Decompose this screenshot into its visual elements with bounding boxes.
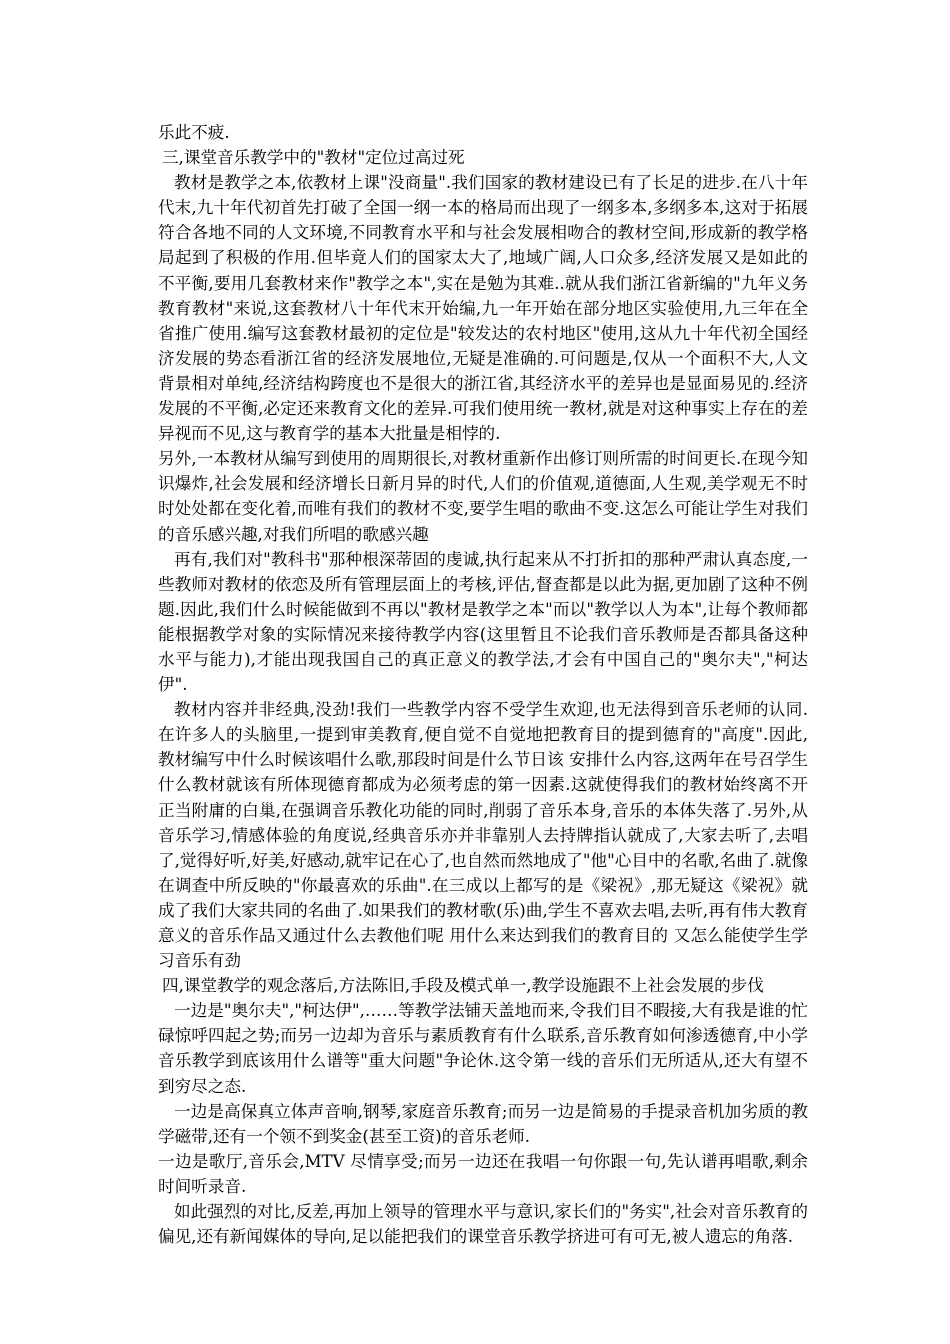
- document-body: [158, 120, 808, 1249]
- paragraph: 乐此不疲.: [158, 123, 230, 142]
- paragraph: 再有,我们对"教科书"那种根深蒂固的虔诚,执行起来从不打折扣的那种严肃认真态度,一些教师对教材的依恋及所有管理层面上的考核,评估,督查都是以此为据,更加剧了这种不例题.因此,我们什么时候能做到不再以"教材是教学之本"而以"教学以人为本",让每个教师都能根据教学对象的实际情况来接待教学内容(这里暂且不论我们音乐教师是否都具备这种水平与能力),才能出现我国自己的真正意义的教学法,才会有中国自己的"奥尔夫","柯达伊".: [158, 549, 808, 695]
- section-heading: 三,课堂音乐教学中的"教材"定位过高过死: [162, 148, 465, 168]
- section-heading: 四,课堂教学的观念落后,方法陈旧,手段及模式单一,教学设施跟不上社会发展的步伐: [162, 976, 764, 996]
- paragraph: 教材内容并非经典,没劲!我们一些教学内容不受学生欢迎,也无法得到音乐老师的认同.在许多人的头脑里,一提到审美教育,便自觉不自觉地把教育目的提到德育的"高度".因此,教材编写中什么时候该唱什么歌,那段时间是什么节日该 安排什么内容,这两年在号召学生什么教材就该有所体现德育都成为必须考虑的第一因素.这就使得我们的教材始终离不开正当附庸的白巢,在强调音乐教化功能的同时,削弱了音乐本身,音乐的本体失落了.另外,从音乐学习,情感体验的角度说,经典音乐亦并非靠别人去持牌指认就成了,大家去听了,去唱了,觉得好听,好美,好感动,就牢记在心了,也自然而然地成了"他"心目中的名歌,名曲了.就像在调查中所反映的"你最喜欢的乐曲".在三成以上都写的是《梁祝》,那无疑这《梁祝》就成了我们大家共同的名曲了.如果我们的教材歌(乐)曲,学生不喜欢去唱,去听,再有伟大教育意义的音乐作品又通过什么去教他们呢 用什么来达到我们的教育目的 又怎么能使学生学习音乐有劲: [158, 700, 808, 971]
- paragraph: 如此强烈的对比,反差,再加上领导的管理水平与意识,家长们的"务实",社会对音乐教育的偏见,还有新闻媒体的导向,足以能把我们的课堂音乐教学挤进可有可无,被人遗忘的角落.: [158, 1202, 808, 1247]
- paragraph: 另外,一本教材从编写到使用的周期很长,对教材重新作出修订则所需的时间更长.在现今知识爆炸,社会发展和经济增长日新月异的时代,人们的价值观,道德面,人生观,美学观无不时时处处都在变化着,而唯有我们的教材不变,要学生唱的歌曲不变.这怎么可能让学生对我们的音乐感兴趣,对我们所唱的歌感兴趣: [158, 449, 808, 544]
- paragraph: 一边是"奥尔夫","柯达伊",……等教学法铺天盖地而来,令我们目不暇接,大有我是谁的忙碌惊呼四起之势;而另一边却为音乐与素质教育有什么联系,音乐教育如何渗透德育,中小学音乐教学到底该用什么谱等"重大问题"争论休.这令第一线的音乐们无所适从,还大有望不到穷尽之态.: [158, 1001, 808, 1096]
- paragraph: 一边是高保真立体声音响,钢琴,家庭音乐教育;而另一边是简易的手提录音机加劣质的教学磁带,还有一个领不到奖金(甚至工资)的音乐老师.: [158, 1101, 808, 1146]
- paragraph: 一边是歌厅,音乐会,MTV 尽情享受;而另一边还在我唱一句你跟一句,先认谱再唱歌,剩余时间听录音.: [158, 1151, 808, 1196]
- paragraph: 教材是教学之本,依教材上课"没商量".我们国家的教材建设已有了长足的进步.在八十年代末,九十年代初首先打破了全国一纲一本的格局而出现了一纲多本,多纲多本,这对于拓展符合各地不同的人文环境,不同教育水平和与社会发展相吻合的教材空间,形成新的教学格局起到了积极的作用.但毕竟人们的国家太大了,地域广阔,人口众多,经济发展又是如此的不平衡,要用几套教材来作"教学之本",实在是勉为其难..就从我们浙江省新编的"九年义务教育教材"来说,这套教材八十年代末开始编,九一年开始在部分地区实验使用,九三年在全省推广使用.编写这套教材最初的定位是"较发达的农村地区"使用,这从九十年代初全国经济发展的势态看浙江省的经济发展地位,无疑是准确的.可问题是,仅从一个面积不大,人文背景相对单纯,经济结构跨度也不是很大的浙江省,其经济水平的差异也是显面易见的.经济发展的不平衡,必定还来教育文化的差异.可我们使用统一教材,就是对这种事实上存在的差异视而不见,这与教育学的基本大批量是相悖的.: [158, 173, 808, 444]
